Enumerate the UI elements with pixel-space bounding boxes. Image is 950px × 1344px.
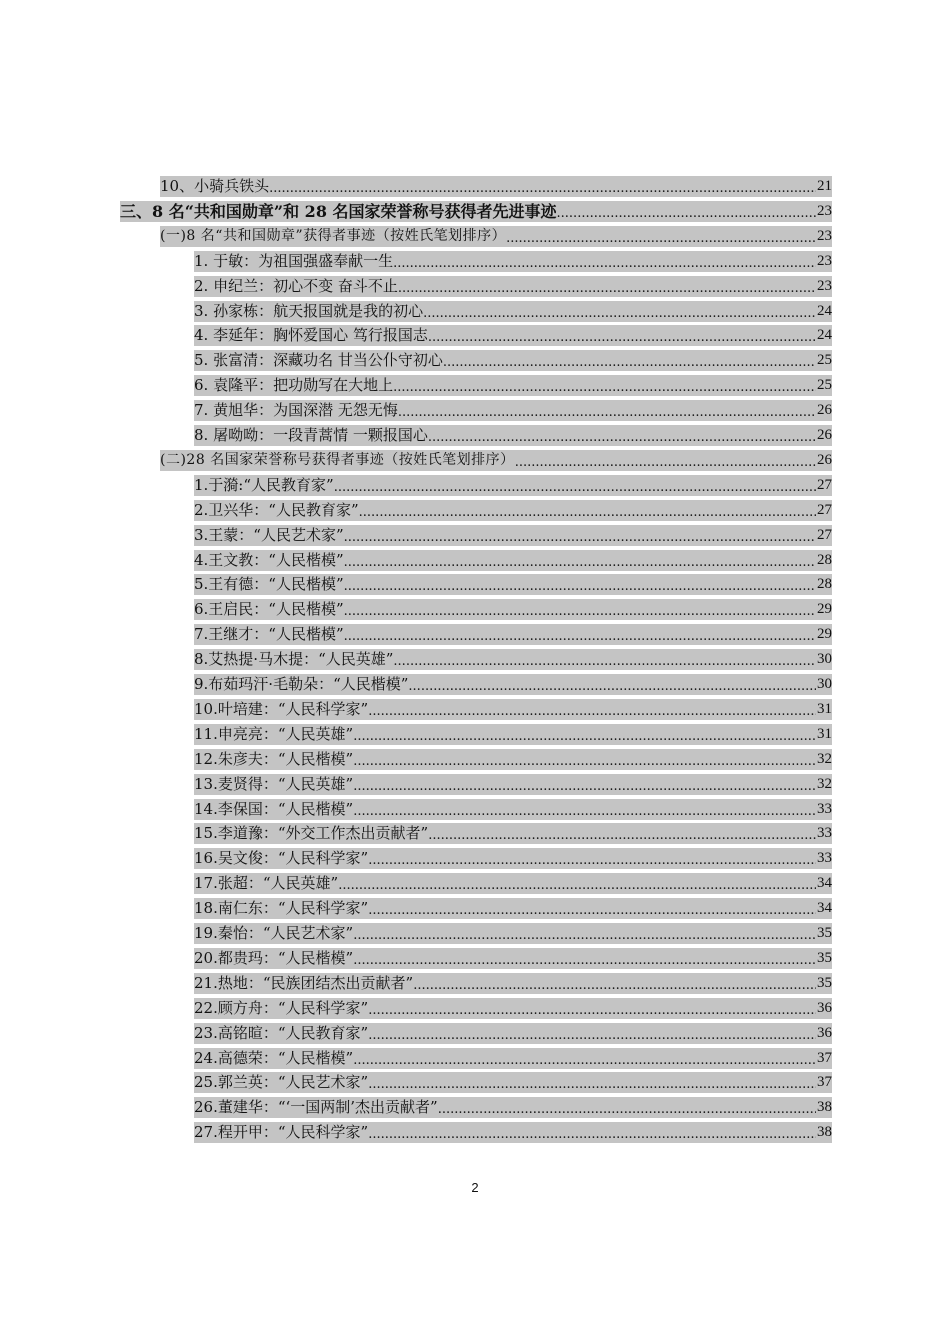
dot-leader: [398, 400, 816, 421]
toc-entry[interactable]: [160, 450, 832, 471]
toc-entry-title: 16.吴文俊：“人民科学家”: [194, 849, 369, 868]
toc-entry-title: 17.张超：“人民英雄”: [194, 874, 339, 893]
toc-entry[interactable]: [194, 251, 832, 272]
dot-leader: [353, 1048, 816, 1069]
toc-entry[interactable]: [194, 873, 832, 894]
toc-entry-title: 三、8 名“共和国勋章”和 28 名国家荣誉称号获得者先进事迹: [120, 201, 557, 221]
toc-entry-title: 27.程开甲：“人民科学家”: [194, 1123, 369, 1142]
page-number: 2: [471, 1180, 479, 1195]
toc-entry-page: 24: [817, 302, 832, 319]
toc-entry-title: 10、小骑兵铁头: [160, 177, 270, 195]
dot-leader: [506, 226, 816, 247]
dot-leader: [353, 749, 816, 770]
toc-entry[interactable]: [194, 1122, 832, 1143]
toc-entry-title: 18.南仁东：“人民科学家”: [194, 899, 369, 918]
toc-entry[interactable]: [194, 823, 832, 844]
dot-leader: [338, 873, 816, 894]
dot-leader: [344, 599, 816, 620]
toc-entry[interactable]: [194, 624, 832, 645]
dot-leader: [438, 1097, 816, 1118]
toc-entry-title: 2. 申纪兰：初心不变 奋斗不止: [194, 276, 398, 295]
toc-entry-title: 7.王继才：“人民楷模”: [194, 625, 344, 644]
dot-leader: [344, 550, 816, 571]
toc-entry[interactable]: [194, 674, 832, 695]
toc-entry-title: (一)8 名“共和国勋章”获得者事迹（按姓氏笔划排序）: [160, 227, 507, 244]
toc-entry[interactable]: [194, 724, 832, 745]
toc-entry[interactable]: [194, 574, 832, 595]
toc-entry-title: 12.朱彦夫：“人民楷模”: [194, 749, 354, 768]
toc-entry-title: 3.王蒙：“人民艺术家”: [194, 525, 344, 544]
toc-entry-title: 1. 于敏：为祖国强盛奉献一生: [194, 251, 394, 270]
dot-leader: [398, 276, 816, 297]
toc-entry-title: 7. 黄旭华：为国深潜 无怨无悔: [194, 401, 398, 420]
dot-leader: [393, 375, 816, 396]
toc-entry[interactable]: [194, 350, 832, 371]
toc-entry-title: 10.叶培建：“人民科学家”: [194, 699, 369, 718]
toc-entry-title: 15.李道豫：“外交工作杰出贡献者”: [194, 824, 429, 843]
toc-entry-page: 38: [817, 1099, 832, 1116]
toc-entry-page: 23: [817, 252, 832, 269]
toc-entry-title: 9.布茹玛汗·毛勒朵：“人民楷模”: [194, 675, 409, 693]
dot-leader: [368, 998, 816, 1019]
toc-entry-page: 35: [817, 974, 832, 991]
toc-entry[interactable]: [194, 425, 832, 446]
toc-entry-page: 34: [817, 875, 832, 892]
toc-entry[interactable]: [194, 375, 832, 396]
toc-entry-page: 36: [817, 999, 832, 1016]
toc-entry[interactable]: [194, 550, 832, 571]
toc-entry-page: 25: [817, 352, 832, 369]
toc-entry[interactable]: [194, 973, 832, 994]
toc-entry-page: 28: [817, 576, 832, 593]
toc-entry[interactable]: [194, 649, 832, 670]
toc-entry-page: 34: [817, 900, 832, 917]
dot-leader: [393, 649, 816, 670]
toc-entry-page: 31: [817, 725, 832, 742]
toc-entry[interactable]: [194, 898, 832, 919]
toc-entry-title: (二)28 名国家荣誉称号获得者事迹（按姓氏笔划排序）: [160, 451, 515, 468]
dot-leader: [353, 948, 816, 969]
toc-entry[interactable]: [194, 923, 832, 944]
toc-entry-page: 33: [817, 800, 832, 817]
toc-entry-page: 23: [817, 227, 832, 244]
toc-entry[interactable]: [160, 226, 832, 247]
toc-entry-page: 29: [817, 601, 832, 618]
toc-entry[interactable]: [194, 325, 832, 346]
toc-entry-page: 32: [817, 775, 832, 792]
dot-leader: [359, 500, 816, 521]
dot-leader: [334, 475, 816, 496]
dot-leader: [269, 176, 816, 197]
dot-leader: [428, 823, 816, 844]
toc-entry-title: 14.李保国：“人民楷模”: [194, 799, 354, 818]
toc-entry[interactable]: [194, 998, 832, 1019]
toc-entry[interactable]: [194, 1048, 832, 1069]
toc-entry-title: 25.郭兰英：“人民艺术家”: [194, 1073, 369, 1092]
toc-entry-title: 1.于漪:“人民教育家”: [194, 475, 334, 494]
dot-leader: [368, 898, 816, 919]
toc-entry[interactable]: [194, 276, 832, 297]
dot-leader: [428, 325, 816, 346]
toc-entry-page: 33: [817, 850, 832, 867]
toc-entry-title: 11.申亮亮：“人民英雄”: [194, 724, 354, 743]
toc-entry[interactable]: [194, 475, 832, 496]
dot-leader: [353, 724, 816, 745]
dot-leader: [353, 799, 816, 820]
dot-leader: [423, 301, 816, 322]
dot-leader: [368, 1072, 816, 1093]
dot-leader: [368, 1023, 816, 1044]
toc-entry-title: 8.艾热提·马木提：“人民英雄”: [194, 650, 394, 669]
dot-leader: [344, 574, 816, 595]
toc-entry-title: 4. 李延年：胸怀爱国心 笃行报国志: [194, 326, 428, 345]
dot-leader: [344, 624, 816, 645]
toc-entry-page: 33: [817, 825, 832, 842]
toc-entry-page: 26: [817, 402, 832, 419]
toc-entry[interactable]: [194, 1097, 832, 1118]
dot-leader: [368, 848, 816, 869]
toc-entry-title: 6.王启民：“人民楷模”: [194, 600, 344, 619]
toc-entry-title: 26.董建华：“‘一国两制’杰出贡献者”: [194, 1098, 438, 1117]
toc-entry-title: 6. 袁隆平：把功勋写在大地上: [194, 376, 394, 395]
toc-entry[interactable]: [194, 500, 832, 521]
dot-leader: [515, 450, 816, 471]
toc-entry-title: 19.秦怡：“人民艺术家”: [194, 924, 354, 942]
dot-leader: [353, 774, 816, 795]
toc-entry[interactable]: [194, 1023, 832, 1044]
toc-entry[interactable]: [194, 848, 832, 869]
toc-entry-page: 29: [817, 626, 832, 643]
toc-entry-page: 32: [817, 750, 832, 767]
toc-entry[interactable]: [194, 1072, 832, 1093]
toc-entry-page: 35: [817, 925, 832, 941]
dot-leader: [344, 525, 816, 546]
toc-entry[interactable]: [194, 799, 832, 820]
toc-entry-page: 30: [817, 651, 832, 668]
toc-entry-page: 37: [817, 1074, 832, 1091]
dot-leader: [443, 350, 816, 371]
dot-leader: [428, 425, 816, 446]
toc-entry-page: 26: [817, 427, 832, 443]
toc-entry-title: 22.顾方舟：“人民科学家”: [194, 998, 369, 1017]
toc-entry-page: 27: [817, 476, 832, 493]
toc-entry-title: 20.都贵玛：“人民楷模”: [194, 948, 354, 967]
toc-entry-title: 2.卫兴华：“人民教育家”: [194, 500, 359, 519]
toc-entry-page: 21: [817, 178, 832, 194]
dot-leader: [408, 674, 816, 695]
dot-leader: [353, 923, 816, 944]
toc-entry[interactable]: [194, 749, 832, 770]
toc-entry[interactable]: [194, 525, 832, 546]
toc-entry-page: 28: [817, 551, 832, 568]
toc-entry[interactable]: [194, 301, 832, 322]
toc-entry-page: 36: [817, 1024, 832, 1041]
toc-entry[interactable]: [194, 599, 832, 620]
toc-entry-page: 37: [817, 1049, 832, 1066]
toc-entry-page: 27: [817, 501, 832, 518]
toc-entry-title: 5. 张富清：深藏功名 甘当公仆守初心: [194, 351, 443, 370]
toc-entry-title: 13.麦贤得：“人民英雄”: [194, 774, 354, 793]
toc-entry-title: 21.热地：“民族团结杰出贡献者”: [194, 973, 414, 992]
toc-entry-title: 5.王有德：“人民楷模”: [194, 575, 344, 594]
toc-entry[interactable]: [160, 176, 832, 197]
toc-entry[interactable]: [194, 774, 832, 795]
toc-entry-page: 23: [817, 202, 832, 219]
toc-entry-page: 35: [817, 949, 832, 966]
toc-entry-page: 23: [817, 277, 832, 294]
toc-entry-title: 8. 屠呦呦：一段青蒿情 一颗报国心: [194, 426, 428, 444]
toc-entry-page: 38: [817, 1124, 832, 1141]
toc-entry-page: 24: [817, 327, 832, 344]
dot-leader: [413, 973, 816, 994]
toc-entry-title: 4.王文教：“人民楷模”: [194, 550, 344, 569]
dot-leader: [368, 1122, 816, 1143]
dot-leader: [557, 201, 816, 222]
toc-entry-page: 25: [817, 377, 832, 394]
toc-entry-page: 30: [817, 676, 832, 692]
toc-entry[interactable]: [194, 699, 832, 720]
toc-entry-title: 24.高德荣：“人民楷模”: [194, 1048, 354, 1067]
toc-entry[interactable]: [120, 201, 832, 222]
dot-leader: [393, 251, 816, 272]
toc-entry[interactable]: [194, 400, 832, 421]
toc-entry-title: 23.高铭暄：“人民教育家”: [194, 1023, 369, 1042]
toc-entry-page: 26: [817, 451, 832, 468]
dot-leader: [368, 699, 816, 720]
toc-entry-title: 3. 孙家栋：航天报国就是我的初心: [194, 301, 424, 320]
toc-entry-page: 27: [817, 526, 832, 543]
toc-entry[interactable]: [194, 948, 832, 969]
toc-entry-page: 31: [817, 700, 832, 717]
